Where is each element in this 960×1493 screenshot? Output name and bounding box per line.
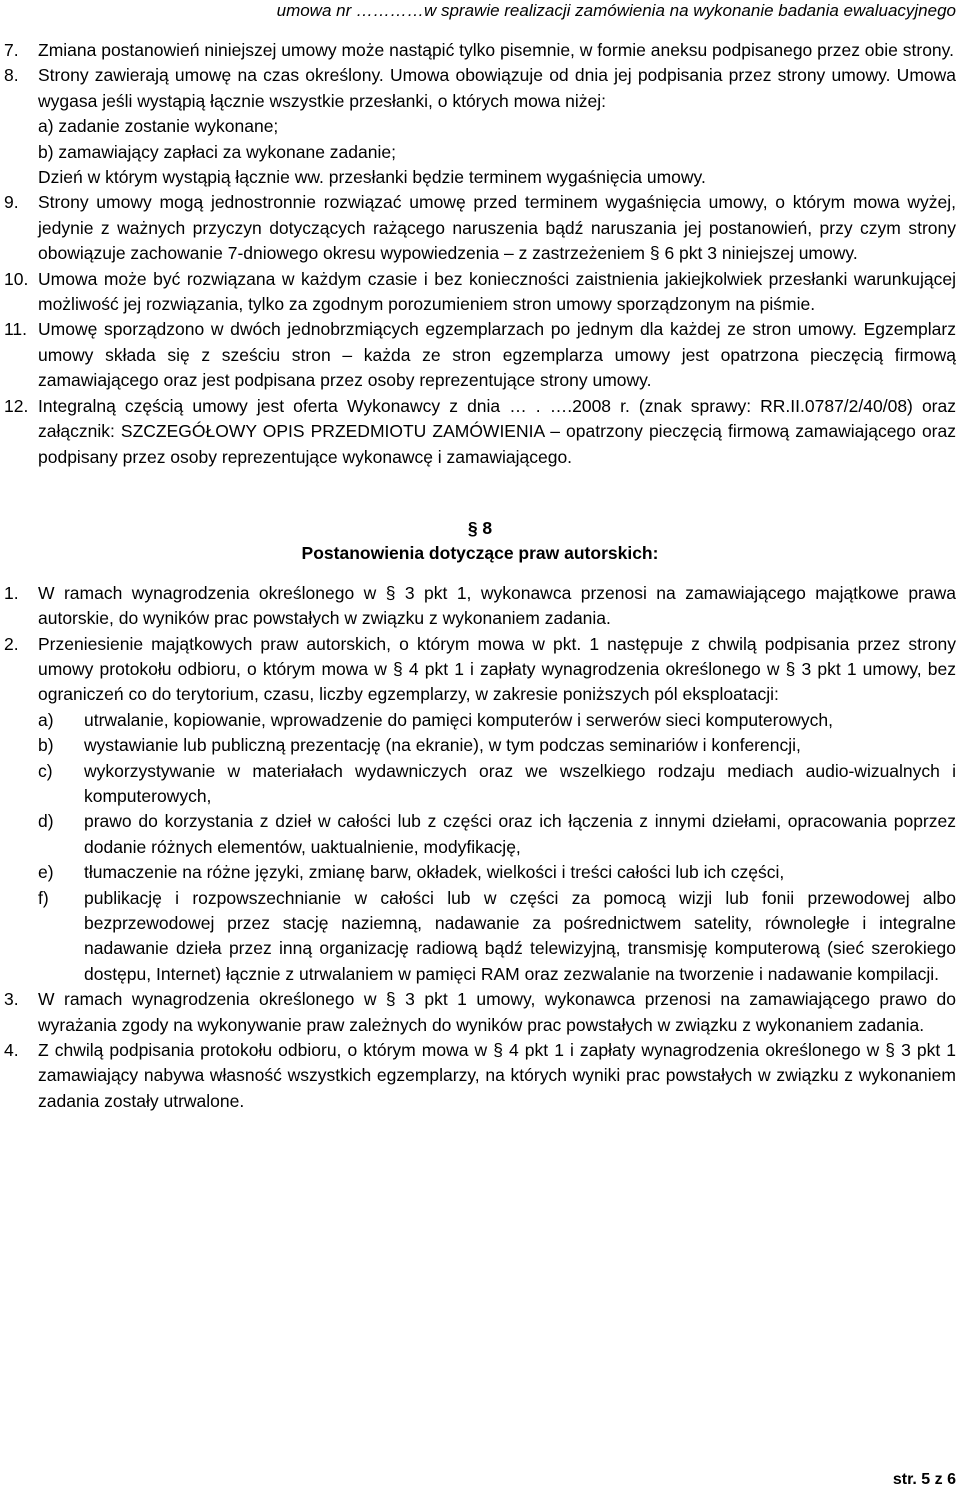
copyright-clause-2 (4, 632, 956, 988)
sub-text: publikację i rozpowszechnianie w całości lub w części za pomocą wizji lub fonii przewodowej albo bezprzewodowej przez stację naziemną, nadawanie za pośrednictwem satelity, równoległe i integralne nadawanie dzieła przez inną organizację radiową bądź telewizyjną, transmisję komputerową (sieć szerokiego dostępu, Internet) łącznie z utrwalaniem w pamięci RAM oraz zezwalanie na tworzenie i nadawanie kompilacji. (84, 887, 956, 984)
clause-number: 10. (4, 268, 29, 289)
sub-text: wystawianie lub publiczną prezentację (na ekranie), w tym podczas seminariów i konferencji, (84, 735, 801, 756)
clause-12 (4, 394, 956, 470)
clause-number: 3. (4, 989, 19, 1010)
sub-letter: b) (38, 735, 54, 756)
exploitation-field-a (38, 708, 956, 733)
clause-8 (4, 63, 956, 190)
clause-sub-item: a) zadanie zostanie wykonane; (38, 116, 279, 137)
clause-sub-item: b) zamawiający zapłaci za wykonane zadanie; (38, 141, 396, 162)
clause-number: 12. (4, 395, 29, 416)
clause-text-after: Dzień w którym wystąpią łącznie ww. przesłanki będzie terminem wygaśnięcia umowy. (38, 167, 706, 188)
page-number: str. 5 z 6 (892, 1471, 956, 1488)
sub-letter: a) (38, 709, 54, 730)
clause-text: Z chwilą podpisania protokołu odbioru, o którym mowa w § 4 pkt 1 i zapłaty wynagrodzenia określonego w § 3 pkt 1 zamawiający nabywa własność wszystkich egzemplarzy, na których wyniki prac powstałych w związku z wykonaniem zadania zostały utrwalone. (38, 1040, 956, 1111)
sub-text: utrwalanie, kopiowanie, wprowadzenie do pamięci komputerów i serwerów sieci komputerowych, (84, 709, 833, 730)
clause-text: Przeniesienie majątkowych praw autorskich, o którym mowa w pkt. 1 następuje z chwilą podpisania przez strony umowy protokołu odbioru, o którym mowa w § 4 pkt 1 i zapłaty wynagrodzenia określonego w § 3 pkt 1 umowy, bez ograniczeń co do terytorium, czasu, liczby egzemplarzy, w zakresie poniższych pól eksploatacji: (38, 633, 956, 705)
clause-text: Zmiana postanowień niniejszej umowy może nastąpić tylko pisemnie, w formie aneksu podpisanego przez obie strony. (38, 40, 954, 60)
clause-text: Integralną częścią umowy jest oferta Wykonawcy z dnia … . ….2008 r. (znak sprawy: RR.II.0787/2/40/08) oraz załącznik: SZCZEGÓŁOWY OPIS PRZEDMIOTU ZAMÓWIENIA – opatrzony pieczęcią firmową zamawiającego oraz podpisany przez osoby reprezentujące wykonawcę i zamawiającego. (38, 395, 956, 467)
clause-text: Strony zawierają umowę na czas określony. Umowa obowiązuje od dnia jej podpisania przez strony umowy. Umowa wygasa jeśli wystąpią łącznie wszystkie przesłanki, o których mowa niżej: (38, 65, 956, 111)
clause-11 (4, 317, 956, 393)
exploitation-field-b (38, 733, 956, 758)
document-body (4, 38, 956, 1114)
clause-10 (4, 267, 956, 318)
clause-9 (4, 190, 956, 266)
clause-text: W ramach wynagrodzenia określonego w § 3 pkt 1, wykonawca przenosi na zamawiającego majątkowe prawa autorskie, do wyników prac powstałych w związku z wykonaniem zadania. (38, 582, 956, 629)
clause-number: 11. (4, 319, 28, 340)
clause-number: 4. (4, 1040, 19, 1061)
sub-text: tłumaczenie na różne języki, zmianę barw, okładek, wielkości i treści całości lub ich części, (84, 862, 785, 883)
copyright-clause-1 (4, 581, 956, 632)
section-title: Postanowienia dotyczące praw autorskich: (301, 543, 659, 564)
sub-letter: e) (38, 862, 54, 883)
sub-text: wykorzystywanie w materiałach wydawniczych oraz we wszelkiego rodzaju mediach audio-wizualnych i komputerowych, (84, 760, 956, 806)
sub-letter: f) (38, 887, 49, 908)
exploitation-field-f (38, 886, 956, 988)
copyright-clause-4 (4, 1038, 956, 1114)
exploitation-field-e (38, 860, 956, 885)
clause-text: Umowę sporządzono w dwóch jednobrzmiących egzemplarzach po jednym dla każdej ze stron umowy. Egzemplarz umowy składa się z sześciu stron – każda ze stron egzemplarza umowy jest opatrzona pieczęcią firmową zamawiającego oraz jest podpisana przez osoby reprezentujące strony umowy. (38, 319, 956, 391)
clause-number: 1. (4, 582, 19, 603)
section-sign: § 8 (467, 517, 493, 538)
clause-number: 9. (4, 192, 19, 213)
page-header: umowa nr …………w sprawie realizacji zamówienia na wykonanie badania ewaluacyjnego (276, 1, 956, 20)
clause-number: 7. (4, 40, 19, 60)
copyright-clause-3 (4, 987, 956, 1038)
clause-7 (4, 38, 956, 63)
exploitation-field-d (38, 809, 956, 860)
sub-letter: c) (38, 760, 53, 781)
sub-text: prawo do korzystania z dzieł w całości lub z części oraz ich łączenia z innymi dziełami, opracowania poprzez dodanie różnych elementów, uaktualnienie, modyfikację, (84, 811, 956, 857)
clause-text: Umowa może być rozwiązana w każdym czasie i bez konieczności zaistnienia jakiejkolwiek przesłanki warunkującej możliwość jej rozwiązania, tylko za zgodnym porozumieniem stron umowy sporządzonym na piśmie. (38, 268, 956, 315)
clause-number: 8. (4, 65, 19, 86)
sub-letter: d) (38, 811, 54, 832)
clause-text: Strony umowy mogą jednostronnie rozwiązać umowę przed terminem wygaśnięcia umowy, o którym mowa wyżej, jedynie z ważnych przyczyn dotyczących rażącego naruszenia bądź naruszania jej postanowień, przy czym strony obowiązuje zachowanie 7-dniowego okresu wypowiedzenia – z zastrzeżeniem § 6 pkt 3 niniejszej umowy. (38, 192, 956, 264)
exploitation-field-c (38, 759, 956, 810)
clause-text: W ramach wynagrodzenia określonego w § 3 pkt 1 umowy, wykonawca przenosi na zamawiającego prawo do wyrażania zgody na wykonywanie praw zależnych do wyników prac powstałych w związku z wykonaniem zadania. (38, 989, 956, 1035)
clause-number: 2. (4, 633, 19, 654)
